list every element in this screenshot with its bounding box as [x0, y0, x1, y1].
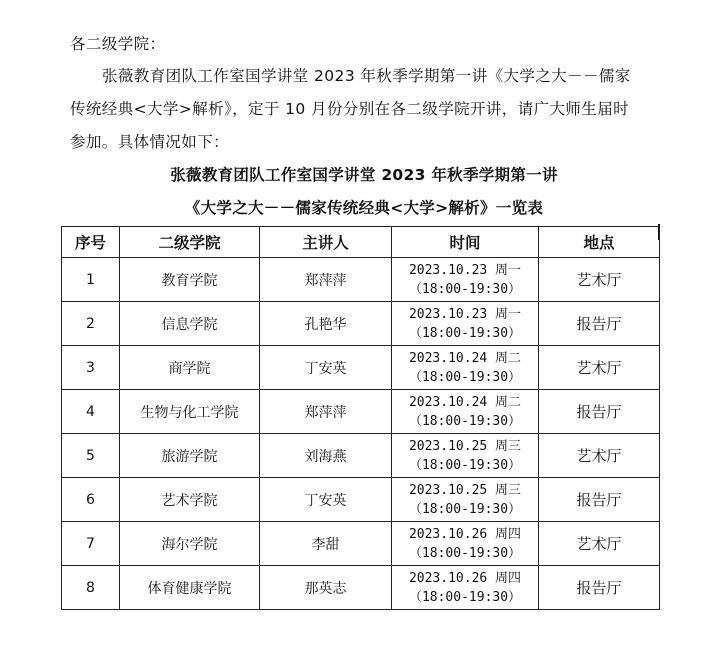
table-row: [62, 390, 660, 434]
table-title-line-1: 张薇教育团队工作室国学讲堂 2023 年秋季学期第一讲: [170, 166, 558, 184]
header-time: 时间: [392, 227, 539, 258]
cell-time: [392, 522, 539, 566]
cell-time: [392, 434, 539, 478]
header-college: 二级学院: [120, 227, 260, 258]
cell-place: 报告厅: [539, 390, 660, 434]
cell-place: 报告厅: [539, 302, 660, 346]
cell-no: 8: [62, 566, 120, 610]
cell-time-range: （18:00-19:30）: [408, 325, 522, 341]
cell-speaker: 丁安英: [260, 478, 392, 522]
cell-date: 2023.10.23 周一: [408, 306, 522, 322]
cell-place: 报告厅: [539, 478, 660, 522]
paragraph-line-3: 参加。具体情况如下：: [70, 133, 230, 151]
cell-date: 2023.10.25 周三: [408, 482, 522, 498]
cell-college: 信息学院: [120, 302, 260, 346]
cell-date: 2023.10.24 周二: [408, 350, 522, 366]
cell-college: 生物与化工学院: [120, 390, 260, 434]
cell-date: 2023.10.25 周三: [408, 438, 522, 454]
cell-no: 1: [62, 258, 120, 302]
table-row: [62, 478, 660, 522]
table-header-row: [62, 227, 660, 258]
cell-date: 2023.10.26 周四: [408, 570, 522, 586]
table-row: [62, 258, 660, 302]
salutation: 各二级学院：: [70, 35, 166, 53]
cell-date: 2023.10.24 周二: [408, 394, 522, 410]
cell-time: [392, 346, 539, 390]
cell-time-range: （18:00-19:30）: [408, 413, 522, 429]
cell-college: 艺术学院: [120, 478, 260, 522]
cell-time-range: （18:00-19:30）: [408, 281, 522, 297]
cell-place: 艺术厅: [539, 434, 660, 478]
cell-time: [392, 258, 539, 302]
cell-place: 艺术厅: [539, 258, 660, 302]
cell-speaker: 李甜: [260, 522, 392, 566]
cell-no: 6: [62, 478, 120, 522]
cell-speaker: 郑萍萍: [260, 258, 392, 302]
cell-college: 海尔学院: [120, 522, 260, 566]
table-row: [62, 302, 660, 346]
table-row: [62, 522, 660, 566]
cell-college: 教育学院: [120, 258, 260, 302]
cell-time: [392, 566, 539, 610]
cell-speaker: 刘海燕: [260, 434, 392, 478]
cell-time-range: （18:00-19:30）: [408, 545, 522, 561]
cell-time-range: （18:00-19:30）: [408, 501, 522, 517]
cell-date: 2023.10.26 周四: [408, 526, 522, 542]
table-row: [62, 566, 660, 610]
cell-place: 艺术厅: [539, 346, 660, 390]
table-row: [62, 434, 660, 478]
header-place: 地点: [539, 227, 660, 258]
cell-no: 3: [62, 346, 120, 390]
table-row: [62, 346, 660, 390]
cell-speaker: 郑萍萍: [260, 390, 392, 434]
cell-time: [392, 390, 539, 434]
cell-place: 报告厅: [539, 566, 660, 610]
cell-speaker: 那英志: [260, 566, 392, 610]
cell-date: 2023.10.23 周一: [408, 262, 522, 278]
table-title-line-2: 《大学之大－－儒家传统经典<大学>解析》一览表: [184, 199, 544, 217]
cell-no: 2: [62, 302, 120, 346]
cell-time-range: （18:00-19:30）: [408, 589, 522, 605]
header-speaker: 主讲人: [260, 227, 392, 258]
cell-time: [392, 302, 539, 346]
cell-college: 商学院: [120, 346, 260, 390]
cell-time: [392, 478, 539, 522]
cell-no: 7: [62, 522, 120, 566]
cell-place: 艺术厅: [539, 522, 660, 566]
schedule-table: [61, 226, 660, 610]
cell-speaker: 孔艳华: [260, 302, 392, 346]
paragraph-line-2: 传统经典<大学>解析》，定于 10 月份分别在各二级学院开讲，请广大师生届时: [70, 100, 630, 118]
header-no: 序号: [62, 227, 120, 258]
cell-time-range: （18:00-19:30）: [408, 369, 522, 385]
cell-no: 5: [62, 434, 120, 478]
cell-college: 旅游学院: [120, 434, 260, 478]
cell-no: 4: [62, 390, 120, 434]
cell-college: 体育健康学院: [120, 566, 260, 610]
cell-speaker: 丁安英: [260, 346, 392, 390]
cell-time-range: （18:00-19:30）: [408, 457, 522, 473]
paragraph-line-1: 张薇教育团队工作室国学讲堂 2023 年秋季学期第一讲《大学之大－－儒家: [102, 67, 631, 85]
